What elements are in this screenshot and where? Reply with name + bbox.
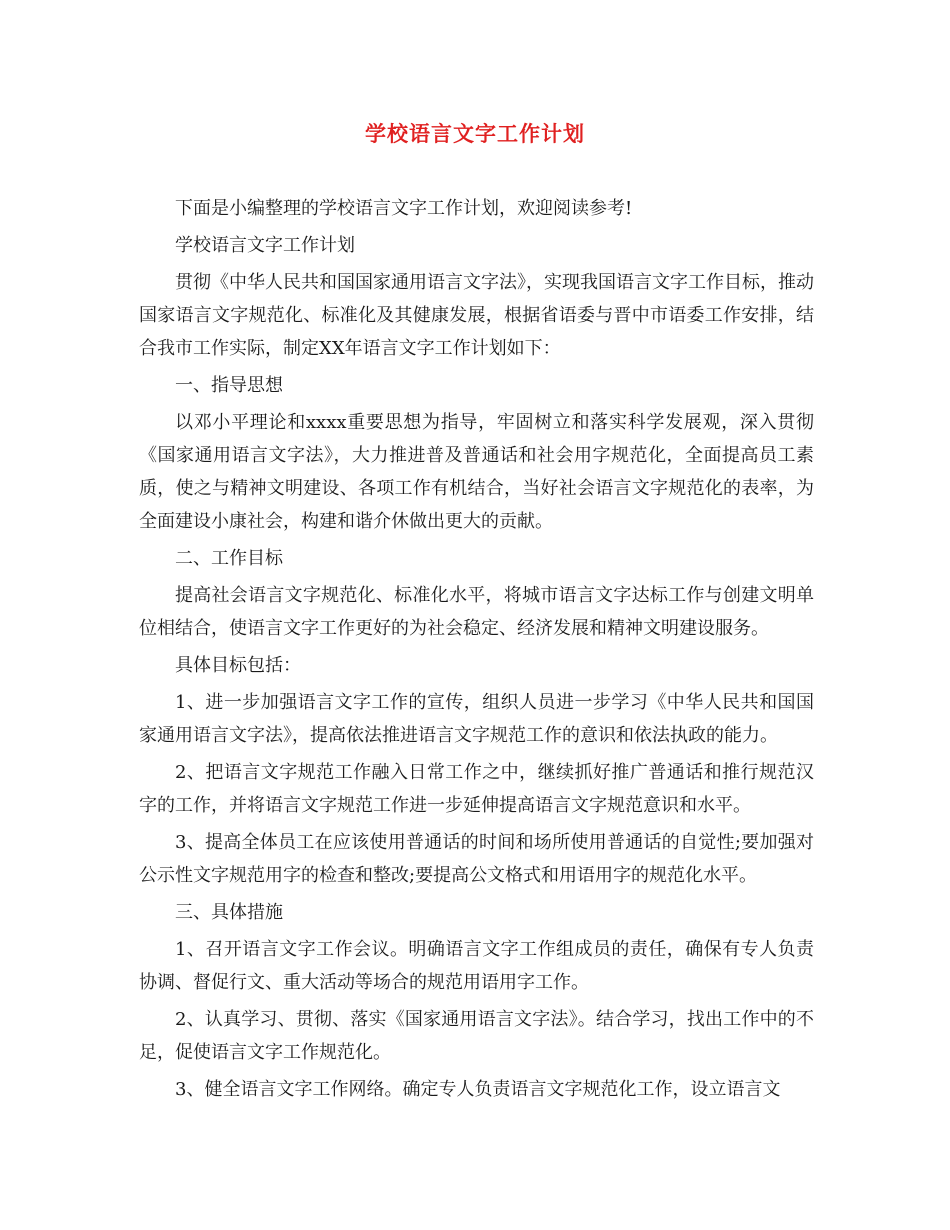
section-heading-guiding-ideology: 一、指导思想 bbox=[175, 375, 283, 396]
goal-item-1: 1、进一步加强语言文字工作的宣传，组织人员进一步学习《中华人民共和国国家通用语言文字法》，提高依法推进语言文字规范工作的意识和依法执政的能力。 bbox=[139, 692, 814, 746]
goal-item-2: 2、把语言文字规范工作融入日常工作之中，继续抓好推广普通话和推行规范汉字的工作，并将语言文字规范工作进一步延伸提高语言文字规范意识和水平。 bbox=[139, 762, 814, 816]
measure-item-2: 2、认真学习、贯彻、落实《国家通用语言文字法》。结合学习，找出工作中的不足，促使语言文字工作规范化。 bbox=[139, 1009, 814, 1063]
measure-item-3: 3、健全语言文字工作网络。确定专人负责语言文字规范化工作，设立语言文 bbox=[175, 1079, 781, 1100]
preamble-paragraph: 贯彻《中华人民共和国国家通用语言文字法》，实现我国语言文字工作目标，推动国家语言文字规范化、标准化及其健康发展，根据省语委与晋中市语委工作安排，结合我市工作实际，制定XX年语言文字工作计划如下： bbox=[139, 272, 814, 359]
specific-goals-heading: 具体目标包括： bbox=[175, 655, 301, 676]
subtitle-paragraph: 学校语言文字工作计划 bbox=[175, 235, 355, 256]
document-title: 学校语言文字工作计划 bbox=[365, 121, 585, 146]
work-goals-paragraph: 提高社会语言文字规范化、标准化水平，将城市语言文字达标工作与创建文明单位相结合，使语言文字工作更好的为社会稳定、经济发展和精神文明建设服务。 bbox=[139, 585, 814, 639]
measure-item-1: 1、召开语言文字工作会议。明确语言文字工作组成员的责任，确保有专人负责协调、督促行文、重大活动等场合的规范用语用字工作。 bbox=[139, 939, 814, 993]
document-body bbox=[139, 192, 814, 1110]
intro-paragraph: 下面是小编整理的学校语言文字工作计划，欢迎阅读参考! bbox=[175, 198, 633, 219]
goal-item-3: 3、提高全体员工在应该使用普通话的时间和场所使用普通话的自觉性;要加强对公示性文字规范用字的检查和整改;要提高公文格式和用语用字的规范化水平。 bbox=[139, 832, 814, 886]
guiding-ideology-paragraph: 以邓小平理论和xxxx重要思想为指导，牢固树立和落实科学发展观，深入贯彻《国家通用语言文字法》，大力推进普及普通话和社会用字规范化，全面提高员工素质，使之与精神文明建设、各项工作有机结合，当好社会语言文字规范化的表率，为全面建设小康社会，构建和谐介休做出更大的贡献。 bbox=[139, 412, 814, 532]
section-heading-measures: 三、具体措施 bbox=[175, 902, 283, 923]
section-heading-work-goals: 二、工作目标 bbox=[175, 548, 283, 569]
